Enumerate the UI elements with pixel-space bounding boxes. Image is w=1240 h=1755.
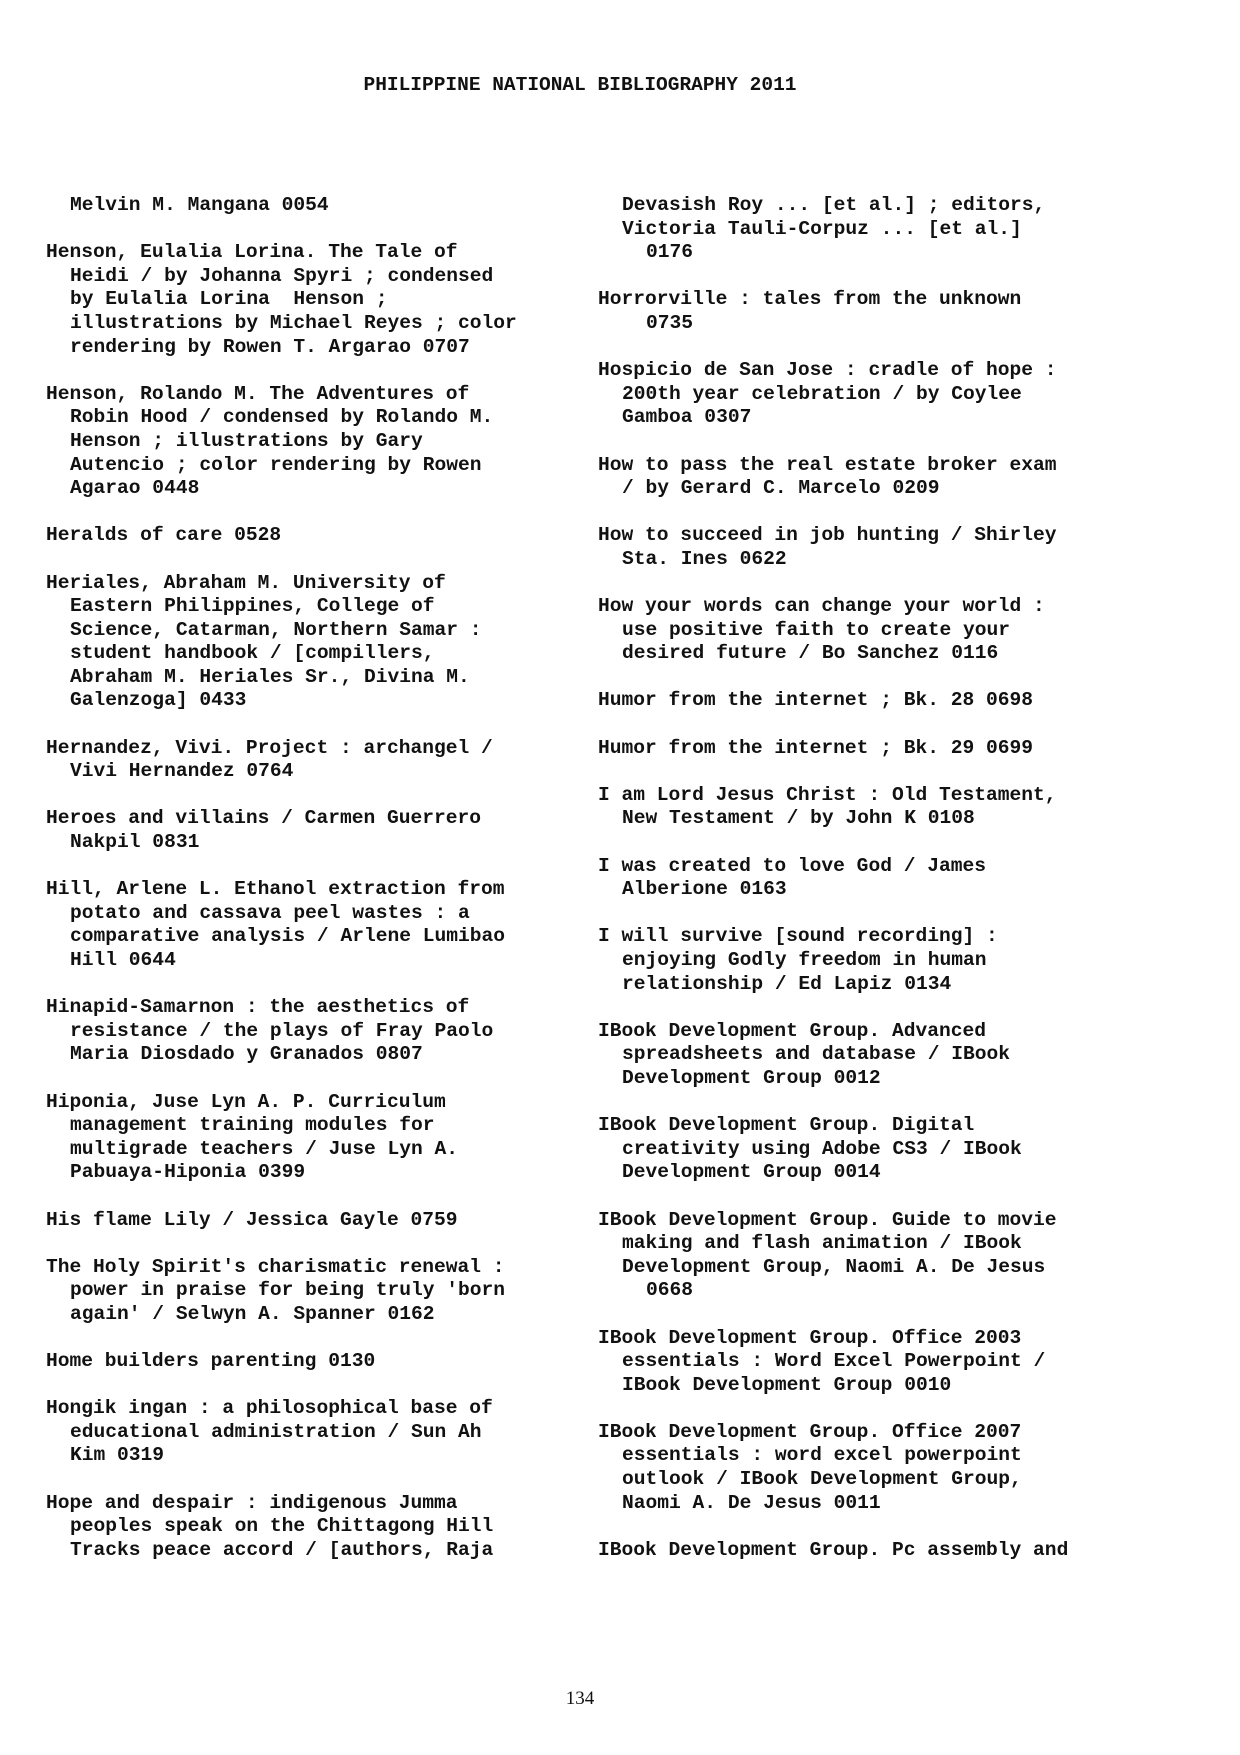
entry-line: Devasish Roy ... [et al.] ; editors, [622, 194, 1046, 216]
entry-line: use positive faith to create your [622, 618, 1011, 641]
entry-line: making and flash animation / IBook [622, 1232, 1022, 1255]
bibliography-entry [46, 807, 586, 854]
entry-line: The Holy Spirit's charismatic renewal : [46, 1255, 505, 1278]
entry-line: Hill 0644 [70, 949, 176, 971]
entry-line: Science, Catarman, Northern Samar : [70, 618, 482, 641]
entry-line: Heralds of care 0528 [46, 524, 282, 547]
entry-line: New Testament / by John K 0108 [622, 807, 975, 830]
entry-line: creativity using Adobe CS3 / IBook [622, 1137, 1022, 1160]
bibliography-entry [598, 1020, 1138, 1091]
entry-line: How to pass the real estate broker exam [598, 453, 1057, 476]
entry-line: Henson, Eulalia Lorina. The Tale of [46, 241, 458, 264]
bibliography-entry [598, 784, 1138, 831]
entry-line: management training modules for [70, 1114, 435, 1137]
bibliography-entry [46, 737, 586, 784]
entry-line: 0176 [646, 241, 694, 264]
entry-line: Hongik ingan : a philosophical base of [46, 1397, 493, 1420]
entry-line: power in praise for being truly 'born [70, 1279, 506, 1302]
entry-line: Naomi A. De Jesus 0011 [622, 1491, 881, 1514]
entry-line: Victoria Tauli-Corpuz ... [et al.] [622, 217, 1022, 240]
bibliography-entry [46, 1091, 586, 1185]
bibliography-entry [598, 194, 1138, 265]
entry-line: educational administration / Sun Ah [70, 1420, 482, 1443]
entry-line: by Eulalia Lorina Henson ; [70, 288, 388, 311]
bibliography-entry [46, 1492, 586, 1563]
entry-line: Alberione 0163 [622, 878, 787, 901]
bibliography-entry [598, 524, 1138, 571]
page-number: 134 [565, 1688, 595, 1709]
bibliography-entry [598, 925, 1138, 996]
bibliography-entry [598, 855, 1138, 902]
entry-line: Hiponia, Juse Lyn A. P. Curriculum [46, 1090, 446, 1113]
entry-line: relationship / Ed Lapiz 0134 [622, 972, 952, 995]
entry-line: desired future / Bo Sanchez 0116 [622, 642, 999, 665]
entry-line: 200th year celebration / by Coylee [622, 382, 1022, 405]
bibliography-entry [598, 595, 1138, 666]
bibliography-entry [598, 1327, 1138, 1398]
entry-line: Agarao 0448 [70, 477, 200, 500]
entry-line: Henson ; illustrations by Gary [70, 429, 423, 452]
bibliography-entry [46, 878, 586, 972]
entry-line: IBook Development Group. Advanced [598, 1019, 987, 1042]
entry-line: multigrade teachers / Juse Lyn A. [70, 1137, 459, 1160]
entry-line: His flame Lily / Jessica Gayle 0759 [46, 1208, 458, 1231]
entry-line: Sta. Ines 0622 [622, 547, 787, 570]
entry-line: Melvin M. Mangana 0054 [70, 194, 329, 216]
entry-line: IBook Development Group. Office 2003 [598, 1326, 1022, 1349]
entry-line: Humor from the internet ; Bk. 28 0698 [598, 689, 1034, 712]
entry-line: Horrorville : tales from the unknown [598, 288, 1022, 311]
entry-line: 0735 [646, 311, 694, 334]
entry-line: Tracks peace accord / [authors, Raja [70, 1538, 494, 1561]
entry-line: enjoying Godly freedom in human [622, 949, 987, 971]
entry-line: Galenzoga] 0433 [70, 689, 247, 712]
bibliography-entry [598, 454, 1138, 501]
entry-line: essentials : Word Excel Powerpoint / [622, 1350, 1046, 1373]
entry-line: peoples speak on the Chittagong Hill [70, 1515, 494, 1538]
entry-line: Pabuaya-Hiponia 0399 [70, 1161, 306, 1184]
entry-line: Eastern Philippines, College of [70, 595, 435, 618]
entry-line: Vivi Hernandez 0764 [70, 760, 294, 783]
entry-line: I was created to love God / James [598, 854, 987, 877]
bibliography-entry [46, 1209, 586, 1233]
entry-line: / by Gerard C. Marcelo 0209 [622, 477, 940, 500]
entry-line: Humor from the internet ; Bk. 29 0699 [598, 736, 1034, 759]
entry-line: IBook Development Group. Office 2007 [598, 1420, 1022, 1443]
bibliography-entry [46, 996, 586, 1067]
entry-line: Kim 0319 [70, 1444, 165, 1467]
bibliography-entry [598, 1114, 1138, 1185]
entry-line: IBook Development Group. Pc assembly and [598, 1538, 1069, 1561]
bibliography-entry [46, 572, 586, 714]
bibliography-entry [598, 1539, 1138, 1563]
entry-line: rendering by Rowen T. Argarao 0707 [70, 335, 470, 358]
entry-line: Heriales, Abraham M. University of [46, 571, 446, 594]
entry-line: Hernandez, Vivi. Project : archangel / [46, 736, 493, 759]
bibliography-entry [598, 1209, 1138, 1303]
entry-line: Home builders parenting 0130 [46, 1350, 376, 1373]
entry-line: Autencio ; color rendering by Rowen [70, 453, 482, 476]
entry-line: Heroes and villains / Carmen Guerrero [46, 807, 482, 830]
entry-line: Development Group 0014 [622, 1161, 881, 1184]
bibliography-entry [46, 1256, 586, 1327]
entry-line: Hinapid-Samarnon : the aesthetics of [46, 996, 470, 1019]
entry-line: IBook Development Group. Guide to movie [598, 1208, 1057, 1231]
bibliography-entry [598, 359, 1138, 430]
entry-line: IBook Development Group 0010 [622, 1373, 952, 1396]
bibliography-entry [46, 194, 586, 218]
entry-line: Maria Diosdado y Granados 0807 [70, 1043, 423, 1066]
bibliography-entry [598, 737, 1138, 761]
entry-line: I am Lord Jesus Christ : Old Testament, [598, 783, 1057, 806]
bibliography-entry [598, 288, 1138, 335]
entry-line: comparative analysis / Arlene Lumibao [70, 925, 506, 948]
left-column [46, 194, 586, 1586]
entry-line: Henson, Rolando M. The Adventures of [46, 382, 470, 405]
entry-line: 0668 [646, 1279, 694, 1302]
entry-line: How your words can change your world : [598, 595, 1045, 618]
entry-line: Hope and despair : indigenous Jumma [46, 1491, 458, 1514]
entry-line: outlook / IBook Development Group, [622, 1468, 1022, 1491]
entry-line: Robin Hood / condensed by Rolando M. [70, 406, 494, 429]
entry-line: spreadsheets and database / IBook [622, 1043, 1011, 1066]
entry-line: Development Group 0012 [622, 1066, 881, 1089]
entry-line: Hill, Arlene L. Ethanol extraction from [46, 878, 505, 901]
right-column [598, 194, 1138, 1586]
entry-line: IBook Development Group. Digital [598, 1114, 975, 1137]
entry-line: Nakpil 0831 [70, 831, 200, 854]
bibliography-entry [46, 383, 586, 501]
bibliography-entry [46, 524, 586, 548]
bibliography-entry [598, 1421, 1138, 1515]
bibliography-entry [46, 241, 586, 359]
bibliography-entry [46, 1397, 586, 1468]
entry-line: essentials : word excel powerpoint [622, 1444, 1022, 1467]
entry-line: illustrations by Michael Reyes ; color [70, 311, 517, 334]
bibliography-entry [598, 689, 1138, 713]
entry-line: Hospicio de San Jose : cradle of hope : [598, 359, 1057, 382]
entry-line: How to succeed in job hunting / Shirley [598, 524, 1057, 547]
page-header: PHILIPPINE NATIONAL BIBLIOGRAPHY 2011 [363, 74, 797, 96]
entry-line: Development Group, Naomi A. De Jesus [622, 1255, 1046, 1278]
entry-line: potato and cassava peel wastes : a [70, 901, 470, 924]
entry-line: resistance / the plays of Fray Paolo [70, 1019, 494, 1042]
entry-line: I will survive [sound recording] : [598, 925, 998, 948]
entry-line: Abraham M. Heriales Sr., Divina M. [70, 665, 470, 688]
entry-line: again' / Selwyn A. Spanner 0162 [70, 1302, 435, 1325]
entry-line: student handbook / [compillers, [70, 642, 435, 665]
bibliography-entry [46, 1350, 586, 1374]
entry-line: Heidi / by Johanna Spyri ; condensed [70, 264, 494, 287]
entry-line: Gamboa 0307 [622, 406, 752, 429]
